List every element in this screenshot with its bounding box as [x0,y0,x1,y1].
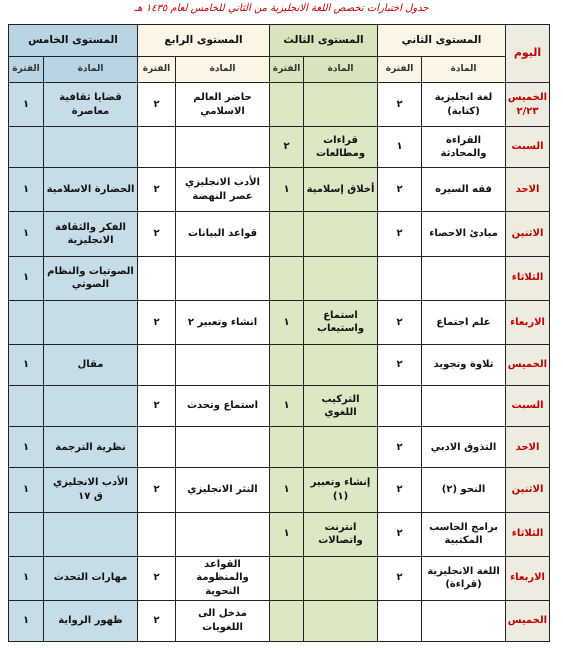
level-3-period-cell [270,556,304,600]
level-5-period-cell [9,127,44,168]
level-5-period-cell [9,512,44,556]
level-5-period-cell: ١ [9,427,44,468]
level-5-period-cell: ١ [9,344,44,385]
level-2-period-cell: ٢ [378,168,422,212]
level-5-period-cell [9,300,44,344]
level-4-period-cell: ٢ [138,300,176,344]
day-cell: الاحد [506,427,550,468]
level-2-period-cell [378,386,422,427]
level-3-period-cell [270,256,304,300]
day-cell: السبت [506,127,550,168]
level-4-period-cell: ٢ [138,83,176,127]
level-4-period-cell: ٢ [138,386,176,427]
level-4-subject-cell: مدخل الى اللغويات [176,600,270,641]
day-cell: الاربعاء [506,556,550,600]
table-row [9,468,550,512]
level-5-period-cell: ١ [9,600,44,641]
level-3-subject-cell: التركيب اللغوي [304,386,378,427]
level-5-subject-cell [44,512,138,556]
level-5-subject-cell: مهارات التحدث [44,556,138,600]
subject-subheader: المادة [176,57,270,83]
level-3-subject-cell: انترنت واتصالات [304,512,378,556]
level-2-subject-cell: فقه السيره [422,168,506,212]
level-2-period-cell: ٢ [378,212,422,256]
exam-schedule-table [8,24,550,642]
level-4-subject-cell: النثر الانجليزي [176,468,270,512]
level-5-subject-cell [44,386,138,427]
level-2-period-cell: ٢ [378,344,422,385]
level-4-subject-cell: القواعد والمنظومة النحوية [176,556,270,600]
page-title: جدول اختبارات تخصص اللغة الانجليزية من الثاني للخامس لعام ١٤٣٥ هـ [134,3,429,14]
day-cell: الاثنين [506,468,550,512]
table-row [9,127,550,168]
level-3-subject-cell [304,600,378,641]
level-4-subject-cell: حاضر العالم الاسلامي [176,83,270,127]
level-2-subject-cell: التذوق الادبي [422,427,506,468]
level-5-subject-cell: الفكر والثقافة الانجليزية [44,212,138,256]
subject-subheader: المادة [304,57,378,83]
level-2-header: المستوى الثاني [378,25,506,57]
level-5-subject-cell: ظهور الرواية [44,600,138,641]
level-4-subject-cell: انشاء وتعبير ٢ [176,300,270,344]
level-5-period-cell [9,386,44,427]
level-2-subject-cell: اللغة الانجليزية (قراءة) [422,556,506,600]
level-2-period-cell: ٢ [378,300,422,344]
day-cell: الخميس [506,600,550,641]
level-4-subject-cell [176,427,270,468]
table-row [9,212,550,256]
level-5-subject-cell: قضايا ثقافية معاصرة [44,83,138,127]
level-5-period-cell: ١ [9,256,44,300]
table-row [9,83,550,127]
level-4-period-cell [138,512,176,556]
level-3-subject-cell [304,427,378,468]
level-4-period-cell [138,256,176,300]
day-column-header: اليوم [506,25,550,83]
period-subheader: الفترة [270,57,304,83]
table-row [9,168,550,212]
table-row [9,386,550,427]
period-subheader: الفترة [378,57,422,83]
level-2-subject-cell: علم اجتماع [422,300,506,344]
level-4-subject-cell: استماع وتحدث [176,386,270,427]
level-2-period-cell: ٢ [378,83,422,127]
level-5-header: المستوى الخامس [9,25,138,57]
day-cell: الثلاثاء [506,256,550,300]
level-2-subject-cell [422,600,506,641]
level-5-period-cell: ١ [9,468,44,512]
table-row [9,600,550,641]
level-3-subject-cell: أخلاق إسلامية [304,168,378,212]
level-2-subject-cell: النحو (٢) [422,468,506,512]
level-4-period-cell: ٢ [138,168,176,212]
level-2-subject-cell [422,256,506,300]
level-5-subject-cell: الأدب الانجليزي ق ١٧ [44,468,138,512]
level-4-subject-cell: الأدب الانجليزي عصر النهضة [176,168,270,212]
level-5-subject-cell [44,127,138,168]
level-3-period-cell: ١ [270,168,304,212]
level-3-subject-cell: إنشاء وتعبير (١) [304,468,378,512]
level-3-subject-cell [304,83,378,127]
table-row [9,344,550,385]
level-4-subject-cell [176,127,270,168]
level-2-subject-cell [422,386,506,427]
level-3-period-cell [270,600,304,641]
level-4-subject-cell [176,256,270,300]
table-row [9,556,550,600]
table-row [9,300,550,344]
level-5-subject-cell: الحضارة الاسلامية [44,168,138,212]
level-4-period-cell [138,427,176,468]
level-2-period-cell: ١ [378,127,422,168]
level-2-period-cell: ٢ [378,556,422,600]
subject-subheader: المادة [44,57,138,83]
level-2-subject-cell: لغة انجليزية (كتابة) [422,83,506,127]
period-subheader: الفترة [138,57,176,83]
level-3-subject-cell [304,344,378,385]
level-2-period-cell: ٢ [378,468,422,512]
level-5-subject-cell: مقال [44,344,138,385]
level-5-period-cell: ١ [9,168,44,212]
level-4-period-cell [138,127,176,168]
level-2-subject-cell: برامج الحاسب المكتبية [422,512,506,556]
day-cell: الاربعاء [506,300,550,344]
level-4-period-cell: ٢ [138,556,176,600]
day-cell: الاحد [506,168,550,212]
level-2-period-cell: ٢ [378,512,422,556]
level-2-subject-cell: تلاوة وتجويد [422,344,506,385]
level-2-subject-cell: القراءة والمحادثة [422,127,506,168]
level-4-period-cell [138,344,176,385]
level-3-subject-cell [304,212,378,256]
day-cell: الخميس ٢/٢٣ [506,83,550,127]
level-3-period-cell: ١ [270,300,304,344]
day-cell: السبت [506,386,550,427]
level-3-period-cell [270,212,304,256]
level-5-subject-cell: الصوتيات والنظام الصوتي [44,256,138,300]
level-4-period-cell: ٢ [138,468,176,512]
level-5-period-cell: ١ [9,83,44,127]
level-4-header: المستوى الرابع [138,25,270,57]
level-4-period-cell: ٢ [138,600,176,641]
day-cell: الثلاثاء [506,512,550,556]
day-cell: الخميس [506,344,550,385]
level-5-subject-cell [44,300,138,344]
level-4-subject-cell [176,512,270,556]
table-row [9,256,550,300]
table-row [9,512,550,556]
level-3-period-cell: ١ [270,468,304,512]
level-3-subject-cell [304,556,378,600]
level-4-period-cell: ٢ [138,212,176,256]
level-3-header: المستوى الثالث [270,25,378,57]
level-2-period-cell: ٢ [378,427,422,468]
level-3-period-cell [270,83,304,127]
level-5-period-cell: ١ [9,556,44,600]
day-cell: الاثنين [506,212,550,256]
level-4-subject-cell [176,344,270,385]
level-3-subject-cell: استماع واستيعاب [304,300,378,344]
level-3-period-cell: ٢ [270,127,304,168]
level-3-period-cell: ١ [270,512,304,556]
level-2-subject-cell: مبادئ الاحصاء [422,212,506,256]
level-5-subject-cell: نظرية الترجمة [44,427,138,468]
subject-subheader: المادة [422,57,506,83]
table-row [9,427,550,468]
level-3-subject-cell: قراءات ومطالعات [304,127,378,168]
level-4-subject-cell: قواعد البيانات [176,212,270,256]
level-3-subject-cell [304,256,378,300]
level-2-period-cell [378,600,422,641]
level-2-period-cell [378,256,422,300]
period-subheader: الفترة [9,57,44,83]
level-5-period-cell: ١ [9,212,44,256]
level-3-period-cell: ١ [270,386,304,427]
level-3-period-cell [270,427,304,468]
level-3-period-cell [270,344,304,385]
